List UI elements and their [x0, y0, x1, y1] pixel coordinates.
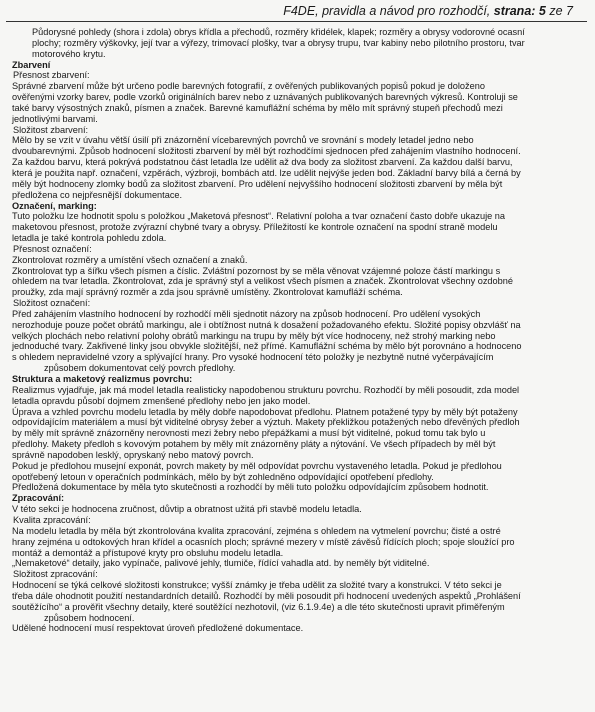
text-line: měly být hodnoceny zlomky bodů za složitost zbarvení. Pro udělení nejvyššího hodnocení složitosti zbarvení by měla být	[12, 178, 503, 189]
text-line: Na modelu letadla by měla být zkontrolována kvalita zpracování, zejména s ohledem na vytmelení povrchu; čisté a ostré	[12, 525, 501, 536]
section-title-oznaceni: Označení, marking:	[12, 200, 97, 211]
text-line: dvoubarevnými. Způsob hodnocení složitosti zbarvení by měl být rozhodčími sjednocen před zahájením vlastního hodnocení.	[12, 146, 521, 157]
section-title-zbarveni: Zbarvení	[12, 59, 51, 70]
text-line: letadla je také kontrola pohledu zdola.	[12, 233, 167, 244]
text-line: ověřenými vzorky barev, podle vzorků originálních barev nebo z uznávaných publikovaných barevných výkresů. Kontroluji se	[12, 92, 518, 103]
text-line: by měly mít správně znázorněny nerovnosti mezi žebry nebo přepážkami a musí být viditelné, pokud tomu tak bylo u	[12, 428, 486, 439]
text-line: odpovídajícím materiálem a musí být viditelné obrysy žeber a výztuh. Makety překližkou potažených nebo dřevěných předloh	[12, 417, 520, 428]
text-line: soutěžícího“ a prověřit všechny detaily, které soutěžící nezhotovil, (viz 6.1.9.4e) a dle této skutečnosti upravit přiměřeným	[12, 601, 505, 612]
section-title-zpracovani: Zpracování:	[12, 493, 65, 504]
text-line: s ohledem nepravidelné vzory a splývající hrany. Pro vysoké hodnocení této položky je nezbytně nutné vyčerpávajícím	[12, 352, 494, 363]
text-line: Mělo by se vzít v úvahu větší úsilí při znázornění vícebarevných povrchů ve srovnání s modely letadel jedno nebo	[12, 135, 474, 146]
subheading-slozitost-zbarveni: Složitost zbarvení:	[13, 124, 89, 135]
subheading-kvalita-zpracovani: Kvalita zpracování:	[13, 514, 91, 525]
text-line: také barvy výsostných znaků, písmen a značek. Barevné kamuflážní schéma by mělo mít správný stupeň přechodů mezi	[12, 102, 503, 113]
text-line: jednotlivými barvami.	[12, 113, 98, 124]
text-line: Správné zbarvení může být určeno podle barevných fotografií, z ověřených publikovaných popisů pokud je doloženo	[12, 81, 485, 92]
text-line: Udělené hodnocení musí respektovat úroveň předložené dokumentace.	[12, 623, 304, 634]
subheading-presnost-zbarveni: Přesnost zbarvení:	[13, 70, 90, 81]
text-line: hrany zejména u odtokových hran křídel a ocasních ploch; správné mezery v místě závěsů řídících ploch; spoje sloužící pro	[12, 536, 515, 547]
intro-line: plochy; rozměry výškovky, její tvar a výřezy, trimovací plošky, tvar a obrysy trupu, tvar kabiny nebo pilotního prostoru, tvar	[32, 37, 525, 48]
text-line: Úprava a vzhled povrchu modelu letadla by měly dobře napodobovat předlohu. Platnem potažené typy by měly být potaženy	[12, 406, 518, 417]
subheading-presnost-oznaceni: Přesnost označení:	[13, 243, 92, 254]
text-line: správně napodoben lesklý, opryskaný nebo matový povrch.	[12, 449, 254, 460]
page-number: 5	[538, 4, 546, 18]
text-line: opotřebený letoun v operačních podmínkách, mělo by být zohledněno odpovídající opotřebení předlohy.	[12, 471, 434, 482]
text-line: Pokud je předlohou musejní exponát, povrch makety by měl odpovídat povrchu vystaveného letadla. Pokud je předlohou	[12, 460, 502, 471]
text-line: proužky, zda mají správný rozměr a zda jsou správně umístěny. Zkontrolovat kamufláží schéma.	[12, 287, 403, 298]
text-line: Zkontrolovat typ a šířku všech písmen a číslic. Zvláštní pozornost by se měla věnovat vzájemné poloze částí markingu s	[12, 265, 501, 276]
text-line: letadla opravdu působí dojmem zmenšené předlohy nebo jen jako model.	[12, 395, 311, 406]
text-line: způsobem dokumentovat celý povrch předlohy.	[44, 363, 236, 374]
text-line: Realizmus vyjadřuje, jak má model letadla realisticky napodobenou strukturu povrchu. Rozhodčí by měli posoudit, zda model	[12, 384, 520, 395]
text-line: velkých plochách nebo relativní polohy obrátů markingu na trupu by měly být více hodnoceny, než strohý marking nebo	[12, 330, 496, 341]
intro-line: Půdorysné pohledy (shora i zdola) obrys křídla a přechodů, rozměry křidélek, klapek; rozměry a obrysy vodorovné ocasní	[32, 27, 525, 37]
intro-line: motorového krytu.	[32, 48, 106, 59]
section-title-struktura: Struktura a maketový realizmus povrchu:	[12, 374, 193, 384]
text-line: ohledem na tvar letadla. Zkontrolovat, zda je správný styl a velikost všech písmen a značek. Zkontrolovat všechny ozdobné	[12, 276, 513, 287]
header-rule	[6, 21, 587, 22]
text-line: způsobem hodnocení.	[44, 612, 135, 623]
page-label: strana:	[493, 4, 536, 18]
page-content	[12, 27, 583, 634]
subheading-slozitost-zpracovani: Složitost zpracování:	[13, 569, 98, 580]
text-line: Předložená dokumentace by měla tyto skutečnosti a rozhodčí by měli tuto položku odpovídajícím způsobem hodnotit.	[12, 482, 489, 493]
text-line: „Nemaketové“ detaily, jako vypínače, palivové jehly, tlumiče, řídící vahadla atd. by neměly být viditelné.	[12, 558, 430, 569]
text-line: Za každou barvu, která pokrývá podstatnou část letadla lze udělit až dva body za složitost zbarvení. Za každou další barvu,	[12, 157, 513, 168]
text-line: maketovou přesnost, protože zvýrazní chybné tvary a obrysy. Příležitostí ke kontrole označení na spodní straně modelu	[12, 222, 498, 233]
text-line: Před zahájením vlastního hodnocení by rozhodčí měli sjednotit názory na způsob hodnocení. Pro udělení vysokých	[12, 308, 481, 319]
document-title: F4DE, pravidla a návod pro rozhodčí,	[283, 4, 491, 18]
text-line: Hodnocení se týká celkové složitosti konstrukce; vyšší známky je třeba udělit za složité tvary a konstrukci. V této sekci je	[12, 580, 502, 591]
text-line: Tuto položku lze hodnotit spolu s položkou „Maketová přesnost“. Relativní poloha a tvar označení často dobře ukazuje na	[12, 211, 506, 222]
text-line: předlohy. Makety předloh s kovovým potahem by měly mít znázorněny pláty a nýtování. Ve všech případech by měl být	[12, 439, 496, 450]
page-total: ze 7	[549, 4, 573, 18]
text-line: která je použita např. označení, vzpěrách, výzbroji, bombách atd. lze udělit nejvýše jeden bod. Základní barvy bílá a černá by	[12, 167, 521, 178]
text-line: jednoduché tvary. Zakřivené linky jsou obvykle složitější, než přímé. Kamuflážní schéma by mělo být porovnáno a hodnoceno	[12, 341, 522, 352]
page-header	[283, 4, 573, 18]
text-line: Zkontrolovat rozměry a umístění všech označení a znaků.	[12, 254, 248, 265]
text-line: montáž a demontáž a přístupové kryty pro obsluhu modelu letadla.	[12, 547, 284, 558]
text-line: nerozhoduje pouze počet obrátů markingu, ale i obtížnost nutná k dosažení požadovaného efektu. Složité popisy obzvlášť na	[12, 319, 521, 330]
text-line: předložena co nejpřesnější dokumentace.	[12, 189, 183, 200]
text-line: V této sekci je hodnocena zručnost, důvtip a obratnost užitá při stavbě modelu letadla.	[12, 504, 362, 515]
subheading-slozitost-oznaceni: Složitost označení:	[13, 298, 91, 309]
text-line: třeba dále ohodnotit použití nestandardních detailů. Rozhodčí by měli posoudit při hodnocení uvedených aspektů „Prohlášení	[12, 590, 521, 601]
